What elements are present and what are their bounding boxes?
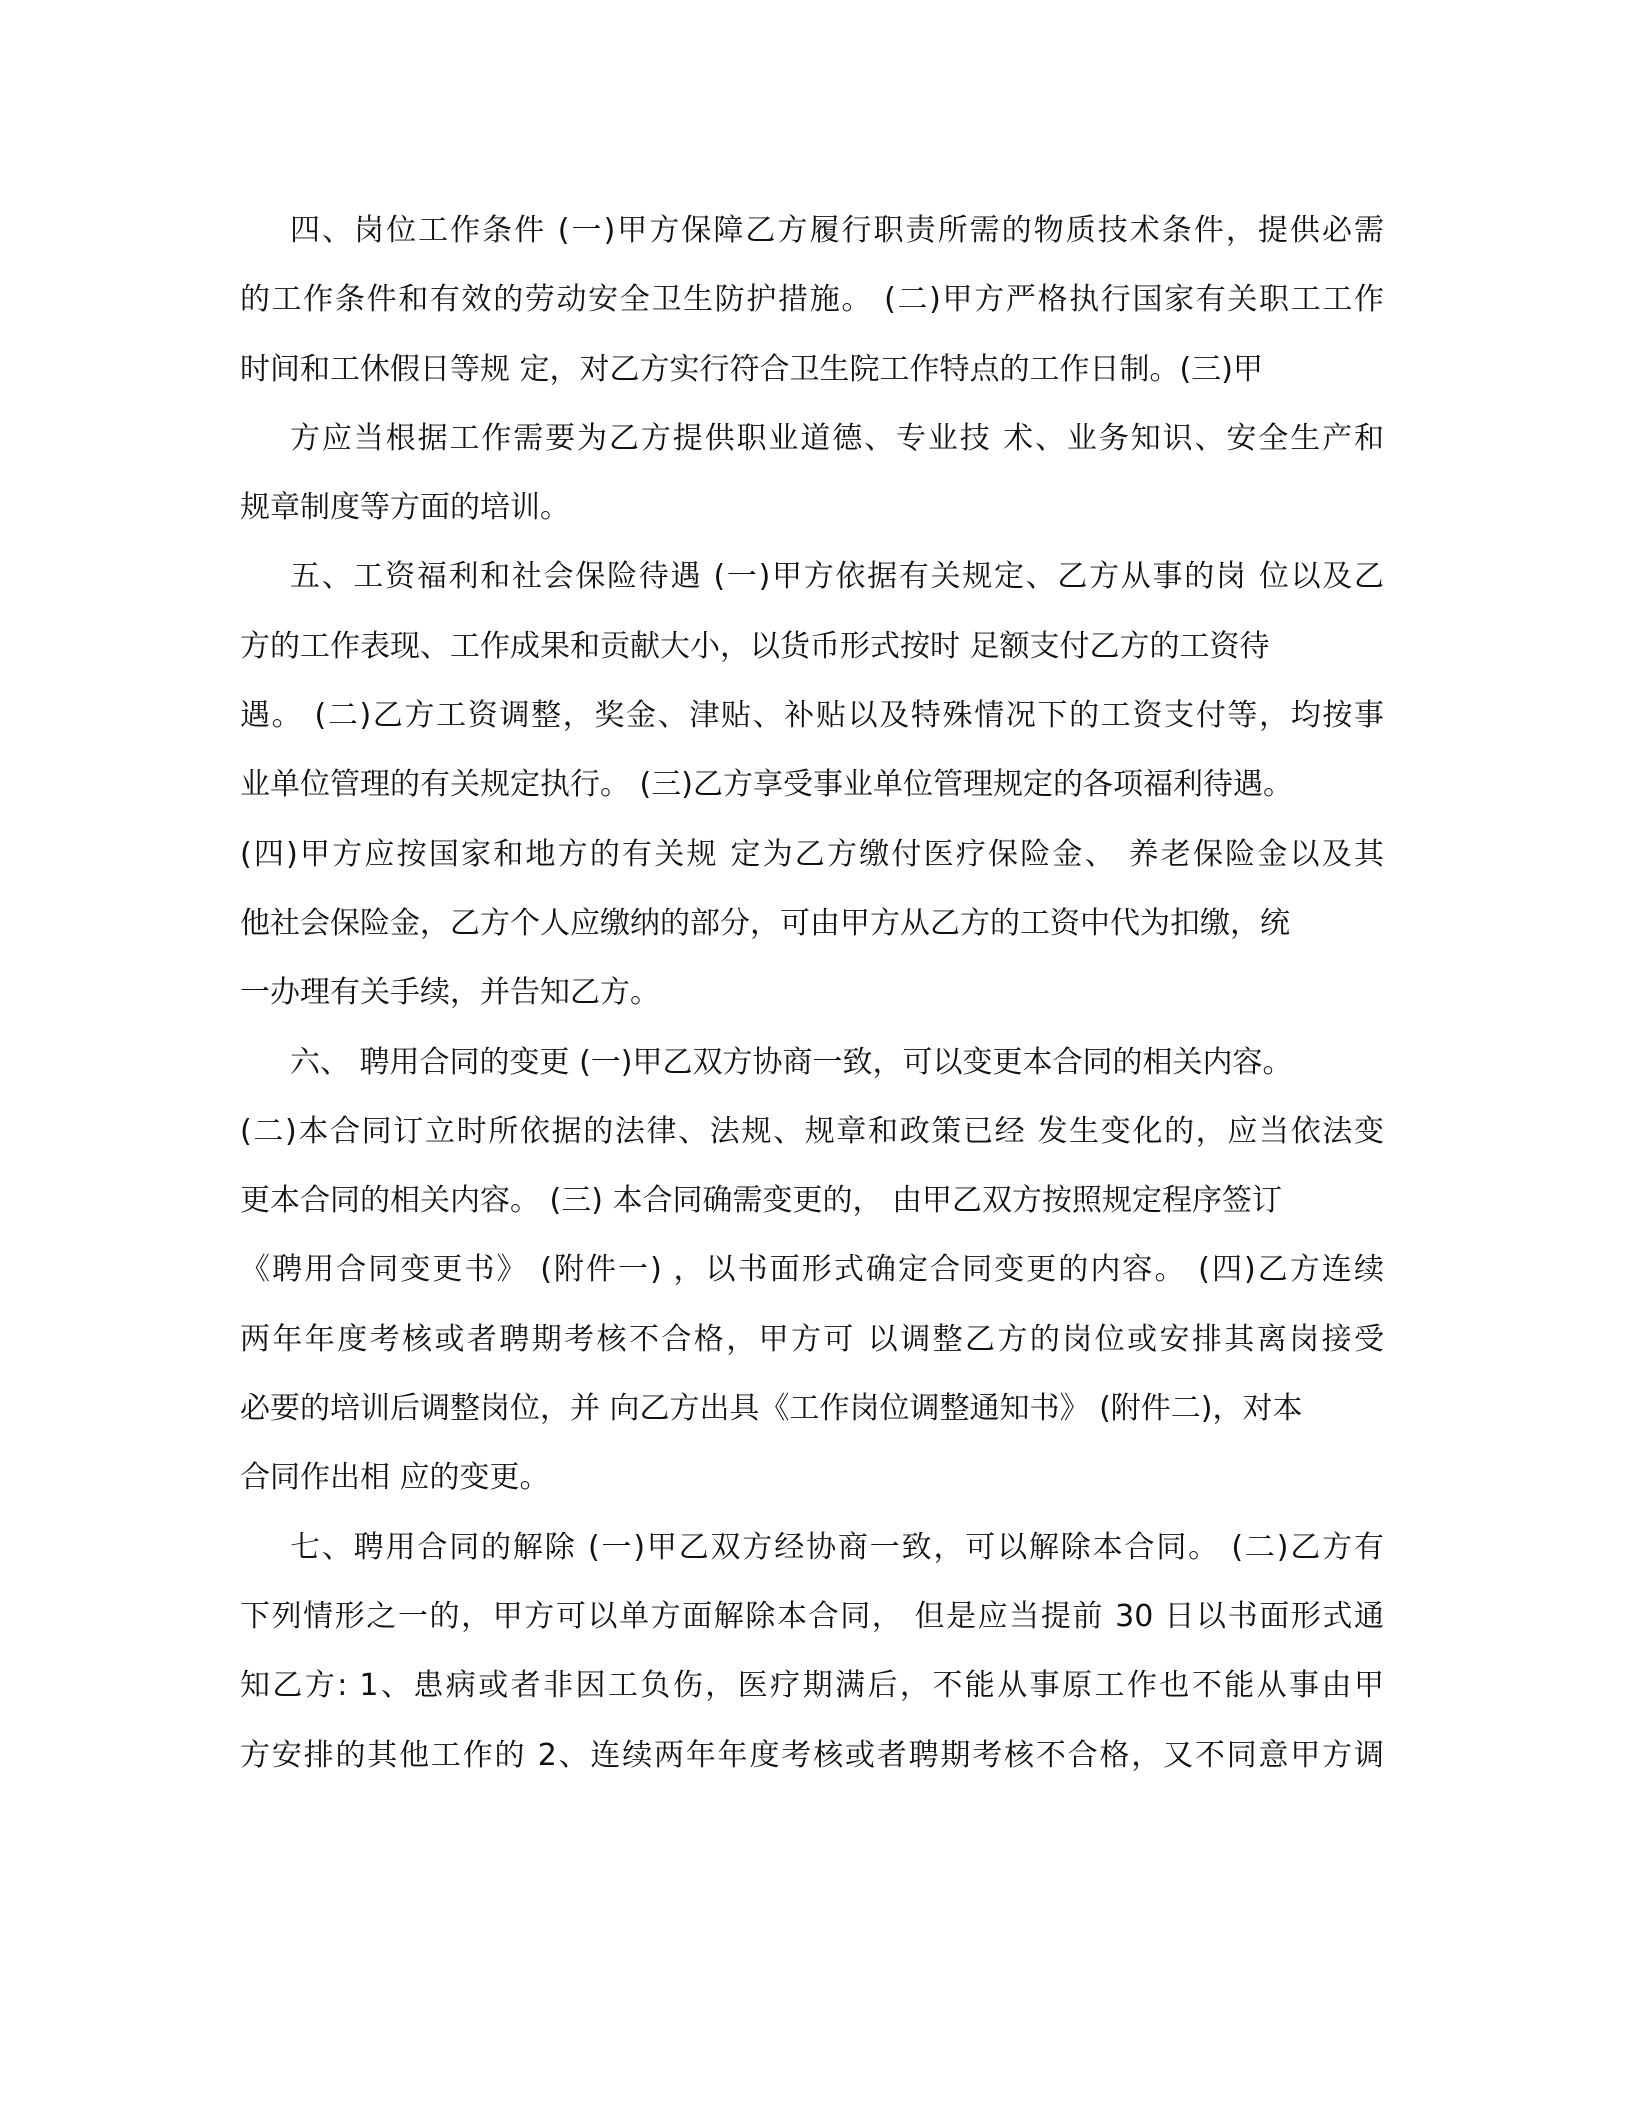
text-line: 一办理有关手续，并告知乙方。 xyxy=(240,975,660,1011)
text-line: 必要的培训后调整岗位，并 向乙方出具《工作岗位调整通知书》 (附件二)，对本 xyxy=(240,1391,1303,1427)
text-line: 他社会保险金，乙方个人应缴纳的部分，可由甲方从乙方的工资中代为扣缴，统 xyxy=(240,905,1290,941)
text-line: 规章制度等方面的培训。 xyxy=(240,490,570,526)
text-line: (二)本合同订立时所依据的法律、法规、规章和政策已经 发生变化的，应当依法变 xyxy=(240,1113,1384,1149)
text-line: 《聘用合同变更书》 (附件一) ，以书面形式确定合同变更的内容。 (四)乙方连续 xyxy=(240,1252,1384,1288)
text-line: 合同作出相 应的变更。 xyxy=(240,1460,550,1496)
text-line: 知乙方: 1、患病或者非因工负伤，医疗期满后，不能从事原工作也不能从事由甲 xyxy=(240,1668,1384,1704)
text-line: 的工作条件和有效的劳动安全卫生防护措施。 (二)甲方严格执行国家有关职工工作 xyxy=(240,282,1384,318)
text-line: 方应当根据工作需要为乙方提供职业道德、专业技 术、业务知识、安全生产和 xyxy=(290,420,1384,456)
text-line: 业单位管理的有关规定执行。 (三)乙方享受事业单位管理规定的各项福利待遇。 xyxy=(240,767,1293,803)
text-line: 更本合同的相关内容。 (三) 本合同确需变更的， 由甲乙双方按照规定程序签订 xyxy=(240,1183,1283,1219)
text-line: 下列情形之一的，甲方可以单方面解除本合同， 但是应当提前 30 日以书面形式通 xyxy=(240,1598,1384,1634)
text-line: 两年年度考核或者聘期考核不合格，甲方可 以调整乙方的岗位或安排其离岗接受 xyxy=(240,1321,1384,1357)
text-line: 遇。 (二)乙方工资调整，奖金、津贴、补贴以及特殊情况下的工资支付等，均按事 xyxy=(240,698,1384,734)
text-line: 七、聘用合同的解除 (一)甲乙双方经协商一致，可以解除本合同。 (二)乙方有 xyxy=(290,1529,1384,1565)
text-line: 六、 聘用合同的变更 (一)甲乙双方协商一致，可以变更本合同的相关内容。 xyxy=(290,1044,1293,1080)
text-line: 四、岗位工作条件 (一)甲方保障乙方履行职责所需的物质技术条件，提供必需 xyxy=(290,213,1384,248)
text-line: (四)甲方应按国家和地方的有关规 定为乙方缴付医疗保险金、 养老保险金以及其 xyxy=(240,836,1384,872)
contract-body-text xyxy=(240,196,1384,1790)
text-line: 方的工作表现、工作成果和贡献大小，以货币形式按时 足额支付乙方的工资待 xyxy=(240,628,1270,664)
text-line: 方安排的其他工作的 2、连续两年年度考核或者聘期考核不合格，又不同意甲方调 xyxy=(240,1737,1384,1773)
text-line: 五、工资福利和社会保险待遇 (一)甲方依据有关规定、乙方从事的岗 位以及乙 xyxy=(290,559,1384,595)
text-line: 时间和工休假日等规 定，对乙方实行符合卫生院工作特点的工作日制。(三)甲 xyxy=(240,351,1263,387)
